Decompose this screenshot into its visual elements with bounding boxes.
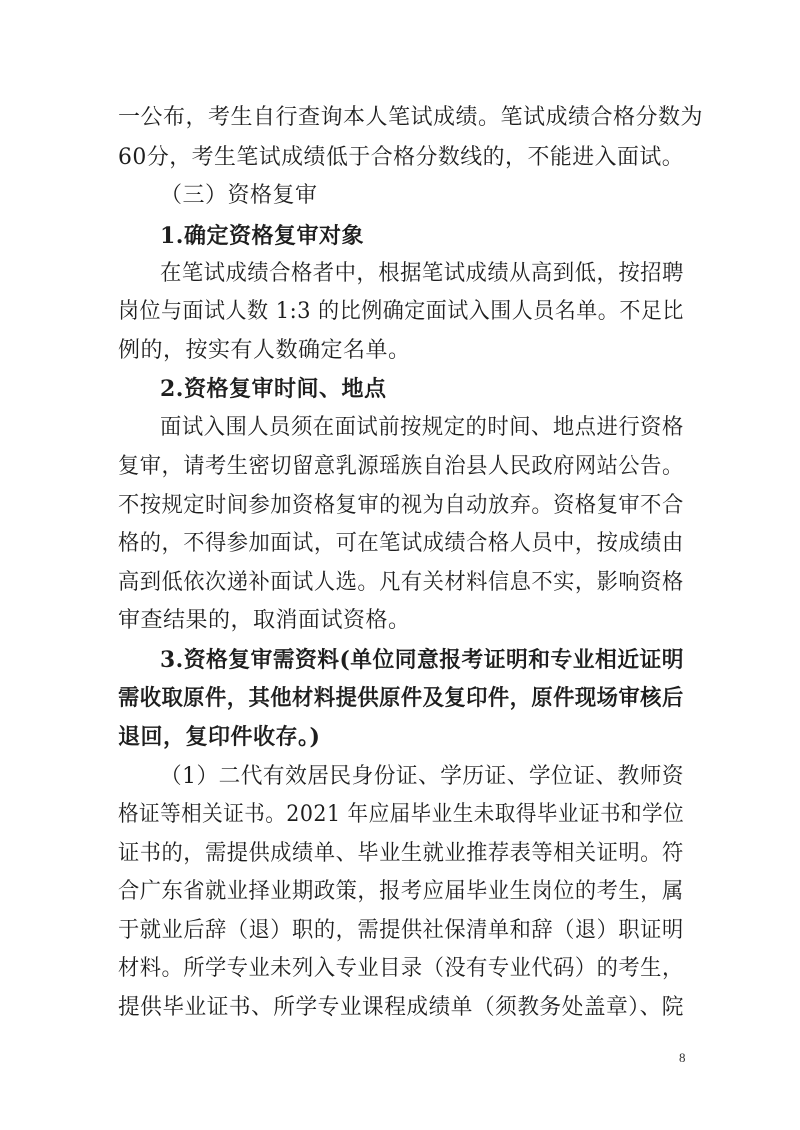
- page-number: 8: [679, 1050, 686, 1065]
